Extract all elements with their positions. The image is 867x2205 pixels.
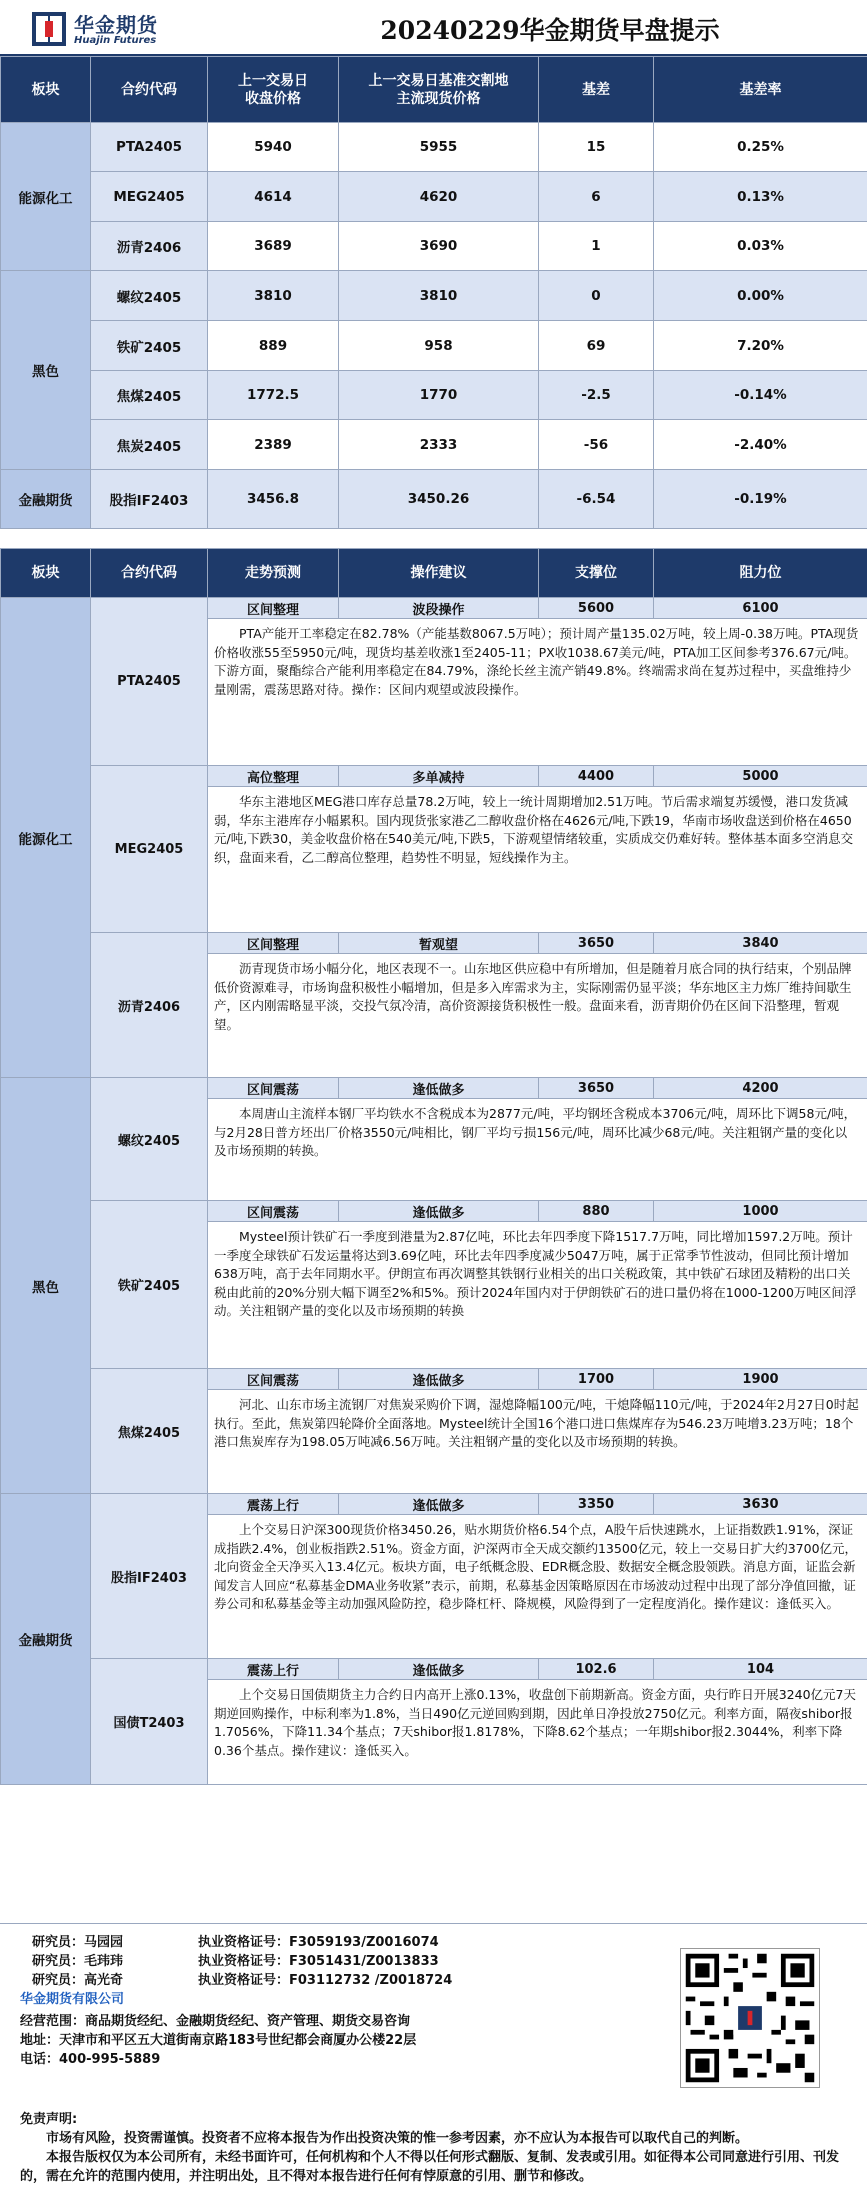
sector-cell: 金融期货 — [1, 470, 91, 529]
resistance: 1000 — [654, 1201, 867, 1222]
commentary: 上个交易日沪深300现货价格3450.26，贴水期货价格6.54个点，A股午后快速跳水，上证指数跌1.91%，深证成指跌2.4%，创业板指跌2.51%。资金方面，沪深两市全天成交额约13500亿元，较上一交易日扩大约3700亿元，北向资金全天净买入13.4亿元。板块方面，电子纸概念股、EDR概念股、数据安全概念股领跌。消息方面，证监会新闻发言人回应“私募基金DMA业务收紧”表示，前期，私募基金因策略原因在市场波动过程中出现了部分净值回撤，证券公司和私募基金等主动加强风险防控，稳步降杠杆、降规模，风险得到了一定程度消化。操作建议：逢低买入。 — [208, 1515, 867, 1659]
sector-cell: 金融期货 — [1, 1494, 91, 1785]
analyst-name: 研究员：马园园 — [32, 1935, 124, 1950]
analyst-name: 研究员：毛玮玮 — [32, 1954, 124, 1969]
strategy-summary-row — [1, 1659, 867, 1680]
contract-code: 铁矿2405 — [91, 1201, 208, 1369]
resistance: 6100 — [654, 598, 867, 619]
spot-price: 2333 — [339, 420, 539, 470]
support: 4400 — [539, 766, 654, 787]
table-row — [1, 420, 867, 470]
contract-code: 股指IF2403 — [91, 470, 208, 529]
strategy-table-header — [1, 549, 867, 598]
header-code: 合约代码 — [91, 57, 208, 123]
title-bar — [0, 0, 867, 56]
support: 3650 — [539, 933, 654, 954]
contract-code: 铁矿2405 — [91, 321, 208, 371]
strategy-summary-row — [1, 1201, 867, 1222]
contract-code: 焦煤2405 — [91, 1369, 208, 1494]
table-row — [1, 271, 867, 321]
basis-table — [0, 56, 867, 529]
contract-code: MEG2405 — [91, 766, 208, 933]
support: 880 — [539, 1201, 654, 1222]
table-row — [1, 321, 867, 371]
sector-cell: 能源化工 — [1, 598, 91, 1078]
advice: 逢低做多 — [339, 1201, 539, 1222]
logo-english-name: Huajin Futures — [74, 35, 157, 46]
disclaimer-title: 免责声明: — [20, 2112, 78, 2127]
advice: 暂观望 — [339, 933, 539, 954]
header-basis-rate: 基差率 — [654, 57, 867, 123]
spot-price: 5955 — [339, 123, 539, 172]
strategy-summary-row — [1, 1369, 867, 1390]
huajin-logo-icon — [32, 12, 66, 46]
basis: 1 — [539, 222, 654, 271]
close-price: 4614 — [208, 172, 339, 222]
support: 1700 — [539, 1369, 654, 1390]
analyst-cert: 执业资格证号：F3051431/Z0013833 — [198, 1954, 439, 1969]
contract-code: PTA2405 — [91, 123, 208, 172]
basis-rate: 0.13% — [654, 172, 867, 222]
contract-code: 国债T2403 — [91, 1659, 208, 1785]
trend: 区间震荡 — [208, 1369, 339, 1390]
header-advice: 操作建议 — [339, 549, 539, 598]
support: 102.6 — [539, 1659, 654, 1680]
header-sector: 板块 — [1, 57, 91, 123]
trend: 高位整理 — [208, 766, 339, 787]
basis-rate: 0.25% — [654, 123, 867, 172]
commentary: PTA产能开工率稳定在82.78%（产能基数8067.5万吨）；预计周产量135.02万吨，较上周-0.38万吨。PTA现货价格收涨55至5950元/吨，现货均基差收涨1至2405-11；PX收1038.67美元/吨，PTA加工区间参考376.67元/吨。下游方面，聚酯综合产能利用率稳定在84.79%，涤纶长丝主流产销49.8%。终端需求尚在复苏过程中，买盘维持少量刚需，震荡思路对待。操作：区间内观望或波段操作。 — [208, 619, 867, 766]
basis: 15 — [539, 123, 654, 172]
trend: 区间震荡 — [208, 1201, 339, 1222]
contract-code: 沥青2406 — [91, 222, 208, 271]
commentary: 本周唐山主流样本钢厂平均铁水不含税成本为2877元/吨，平均钢坯含税成本3706元/吨，周环比下调58元/吨，与2月28日普方坯出厂价格3550元/吨相比，钢厂平均亏损156元/吨，周环比减少68元/吨。关注粗钢产量的变化以及市场预期的转换。 — [208, 1099, 867, 1201]
resistance: 5000 — [654, 766, 867, 787]
trend: 区间整理 — [208, 598, 339, 619]
table-row — [1, 123, 867, 172]
basis: 69 — [539, 321, 654, 371]
commentary: 上个交易日国债期货主力合约日内高开上涨0.13%，收盘创下前期新高。资金方面，央行昨日开展3240亿元7天期逆回购操作，中标利率为1.8%，当日490亿元逆回购到期，因此单日净投放2750亿元。利率方面，隔夜shibor报1.7056%，下降11.34个基点；7天shibor报1.8178%，下降8.62个基点；一年期shibor报2.3044%，利率下降0.36个基点。操作建议：逢低买入。 — [208, 1680, 867, 1785]
basis: 0 — [539, 271, 654, 321]
strategy-summary-row — [1, 933, 867, 954]
close-price: 3689 — [208, 222, 339, 271]
basis-rate: -0.19% — [654, 470, 867, 529]
disclaimer — [0, 2110, 867, 2186]
advice: 多单减持 — [339, 766, 539, 787]
strategy-summary-row — [1, 1078, 867, 1099]
strategy-table — [0, 548, 867, 1785]
close-price: 3456.8 — [208, 470, 339, 529]
basis-rate: -2.40% — [654, 420, 867, 470]
commentary: 沥青现货市场小幅分化，地区表现不一。山东地区供应稳中有所增加，但是随着月底合同的执行结束，个别品牌低价资源难寻，市场询盘积极性小幅增加，但是多入库需求为主，实际刚需仍显平淡；华东地区主力炼厂维持间歇生产，区内刚需略显平淡，交投气氛冷清，高价资源接货积极性一般。盘面来看，沥青期价仍在区间下沿整理，暂观望。 — [208, 954, 867, 1078]
sector-cell: 黑色 — [1, 1078, 91, 1494]
contract-code: PTA2405 — [91, 598, 208, 766]
close-price: 1772.5 — [208, 371, 339, 420]
spot-price: 3450.26 — [339, 470, 539, 529]
support: 3650 — [539, 1078, 654, 1099]
contract-code: 沥青2406 — [91, 933, 208, 1078]
contract-code: 螺纹2405 — [91, 271, 208, 321]
spot-price: 1770 — [339, 371, 539, 420]
contract-code: 股指IF2403 — [91, 1494, 208, 1659]
resistance: 1900 — [654, 1369, 867, 1390]
analyst-name: 研究员：高光奇 — [32, 1973, 124, 1988]
advice: 逢低做多 — [339, 1078, 539, 1099]
table-row — [1, 371, 867, 420]
spot-price: 3810 — [339, 271, 539, 321]
support: 5600 — [539, 598, 654, 619]
advice: 逢低做多 — [339, 1659, 539, 1680]
contract-code: 焦炭2405 — [91, 420, 208, 470]
contract-code: 焦煤2405 — [91, 371, 208, 420]
spot-price: 3690 — [339, 222, 539, 271]
analyst-cert: 执业资格证号：F03112732 /Z0018724 — [198, 1973, 453, 1988]
commentary: 河北、山东市场主流钢厂对焦炭采购价下调，湿熄降幅100元/吨，干熄降幅110元/吨，于2024年2月27日0时起执行。至此，焦炭第四轮降价全面落地。Mysteel统计全国16个港口进口焦煤库存为546.23万吨增3.23万吨；18个港口焦炭库存为198.05万吨减6.56万吨。关注粗钢产量的变化以及市场预期的转换。 — [208, 1390, 867, 1494]
sector-cell: 能源化工 — [1, 123, 91, 271]
table-row — [1, 222, 867, 271]
header-trend: 走势预测 — [208, 549, 339, 598]
basis: 6 — [539, 172, 654, 222]
basis-rate: 0.00% — [654, 271, 867, 321]
company-name: 华金期货有限公司 — [20, 1992, 125, 2007]
commentary: 华东主港地区MEG港口库存总量78.2万吨，较上一统计周期增加2.51万吨。节后需求端复苏缓慢，港口发货减弱，华东主港库存小幅累积。国内现货张家港乙二醇收盘价格在4626元/吨,下跌19，华南市场收盘送到价格在4650元/吨,下跌30，美金收盘价格在540美元/吨,下跌5，下游观望情绪较重，实质成交仍难好转。整体基本面多空消息交织，盘面来看，乙二醇高位整理，趋势性不明显，短线操作为主。 — [208, 787, 867, 933]
company-phone: 电话：400-995-5889 — [20, 2052, 161, 2067]
disclaimer-risk: 市场有风险，投资需谨慎。投资者不应将本报告为作出投资决策的惟一参考因素，亦不应认为本报告可以取代自己的判断。 — [46, 2131, 749, 2146]
resistance: 3840 — [654, 933, 867, 954]
spot-price: 958 — [339, 321, 539, 371]
trend: 震荡上行 — [208, 1494, 339, 1515]
business-scope: 经营范围：商品期货经纪、金融期货经纪、资产管理、期货交易咨询 — [20, 2014, 411, 2029]
trend: 震荡上行 — [208, 1659, 339, 1680]
header-spot-price: 上一交易日基准交割地 主流现货价格 — [339, 57, 539, 123]
basis-rate: 0.03% — [654, 222, 867, 271]
contract-code: MEG2405 — [91, 172, 208, 222]
analyst-cert: 执业资格证号：F3059193/Z0016074 — [198, 1935, 439, 1950]
header-support: 支撑位 — [539, 549, 654, 598]
disclaimer-copyright: 本报告版权仅为本公司所有，未经书面许可，任何机构和个人不得以任何形式翻版、复制、发表或引用。如征得本公司同意进行引用、刊发的，需在允许的范围内使用，并注明出处，且不得对本报告进行任何有悖原意的引用、删节和修改。 — [20, 2150, 840, 2184]
resistance: 3630 — [654, 1494, 867, 1515]
resistance: 4200 — [654, 1078, 867, 1099]
resistance: 104 — [654, 1659, 867, 1680]
advice: 逢低做多 — [339, 1369, 539, 1390]
basis: -56 — [539, 420, 654, 470]
basis-table-header — [1, 57, 867, 123]
table-row — [1, 470, 867, 529]
qr-code-icon — [680, 1948, 820, 2088]
advice: 波段操作 — [339, 598, 539, 619]
header-sector: 板块 — [1, 549, 91, 598]
header-resistance: 阻力位 — [654, 549, 867, 598]
strategy-summary-row — [1, 1494, 867, 1515]
trend: 区间震荡 — [208, 1078, 339, 1099]
strategy-summary-row — [1, 766, 867, 787]
commentary: Mysteel预计铁矿石一季度到港量为2.87亿吨，环比去年四季度下降1517.7万吨，同比增加1597.2万吨。预计一季度全球铁矿石发运量将达到3.69亿吨，环比去年四季度减少5047万吨，属于正常季节性波动，但同比预计增加638万吨，高于去年同期水平。伊朗宣布再次调整其铁钢行业相关的出口关税政策，其中铁矿石球团及精粉的出口关税由此前的20%分别大幅下调至2%和5%。预计2024年国内对于伊朗铁矿石的进口量仍将在1000-1200万吨区间浮动。关注粗钢产量的变化以及市场预期的转换 — [208, 1222, 867, 1369]
header-code: 合约代码 — [91, 549, 208, 598]
advice: 逢低做多 — [339, 1494, 539, 1515]
footer — [0, 1923, 867, 2205]
company-address: 地址：天津市和平区五大道街南京路183号世纪都会商厦办公楼22层 — [20, 2033, 417, 2048]
close-price: 2389 — [208, 420, 339, 470]
support: 3350 — [539, 1494, 654, 1515]
header-basis: 基差 — [539, 57, 654, 123]
basis-rate: 7.20% — [654, 321, 867, 371]
logo-name: 华金期货 — [74, 13, 158, 37]
strategy-summary-row — [1, 598, 867, 619]
header-close-price: 上一交易日 收盘价格 — [208, 57, 339, 123]
sector-cell: 黑色 — [1, 271, 91, 470]
page-title: 20240229华金期货早盘提示 — [380, 16, 720, 45]
basis: -6.54 — [539, 470, 654, 529]
close-price: 5940 — [208, 123, 339, 172]
basis: -2.5 — [539, 371, 654, 420]
contract-code: 螺纹2405 — [91, 1078, 208, 1201]
close-price: 3810 — [208, 271, 339, 321]
trend: 区间整理 — [208, 933, 339, 954]
table-row — [1, 172, 867, 222]
close-price: 889 — [208, 321, 339, 371]
basis-rate: -0.14% — [654, 371, 867, 420]
spot-price: 4620 — [339, 172, 539, 222]
